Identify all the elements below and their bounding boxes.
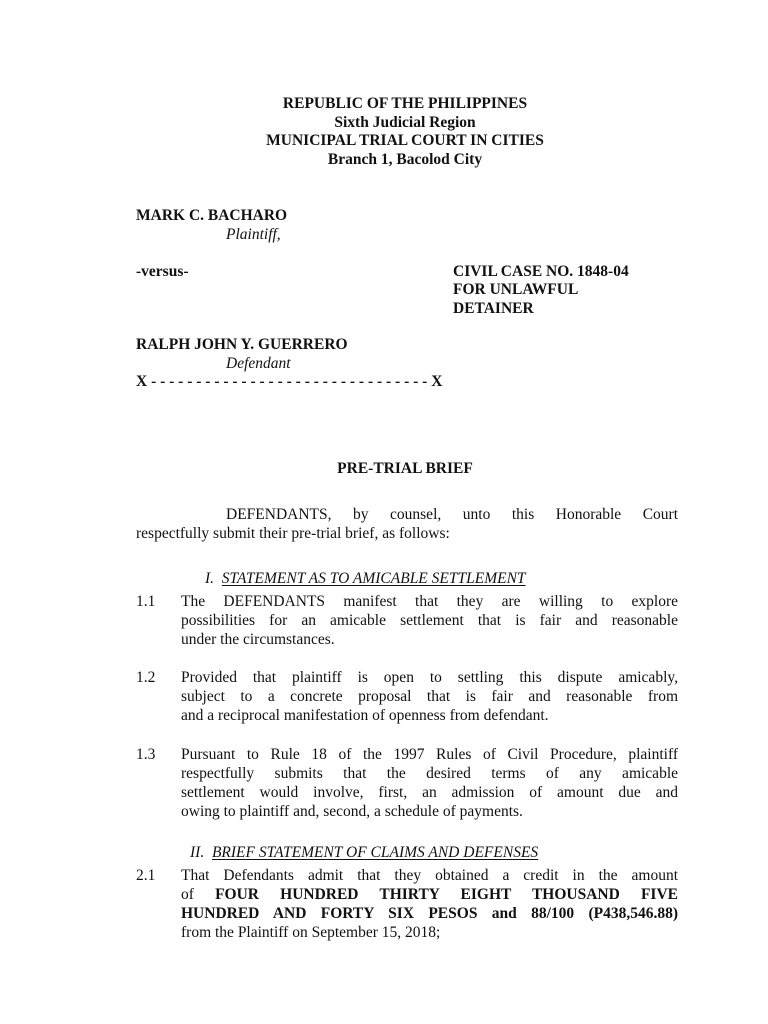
item-paragraph-1-3: [181, 745, 678, 821]
header-republic: REPUBLIC OF THE PHILIPPINES: [282, 95, 528, 112]
plaintiff-name: MARK C. BACHARO: [136, 207, 288, 224]
item-number: 2.1: [136, 867, 156, 884]
item-line: Provided that plaintiff is open to settling this dispute amicably,: [181, 669, 678, 686]
defendant-role: Defendant: [226, 355, 291, 372]
item-line: The DEFENDANTS manifest that they are willing to explore: [181, 593, 678, 610]
item-line: under the circumstances.: [181, 631, 335, 648]
intro-line-2: respectfully submit their pre-trial brief, as follows:: [136, 525, 450, 542]
amount-prefix: of: [181, 886, 216, 903]
item-line: from the Plaintiff on September 15, 2018;: [181, 924, 441, 941]
item-line: That Defendants admit that they obtained a credit in the amount: [181, 867, 678, 884]
item-line-amount-words: [181, 885, 678, 904]
item-line: possibilities for an amicable settlement that is fair and reasonable: [181, 612, 678, 629]
document-title: PRE-TRIAL BRIEF: [337, 460, 473, 477]
header-region: Sixth Judicial Region: [334, 114, 476, 131]
case-type-line1: FOR UNLAWFUL: [453, 281, 579, 298]
intro-line-1: DEFENDANTS, by counsel, unto this Honorable Court: [226, 506, 678, 523]
item-line: owing to plaintiff and, second, a schedule of payments.: [181, 803, 523, 820]
header-court: MUNICIPAL TRIAL COURT IN CITIES: [266, 132, 544, 149]
section-2-numeral: II.: [190, 844, 205, 861]
case-type-line2: DETAINER: [453, 300, 534, 317]
case-number: CIVIL CASE NO. 1848-04: [453, 263, 629, 280]
item-number: 1.2: [136, 669, 156, 686]
section-1-numeral: I.: [205, 570, 215, 587]
item-number: 1.3: [136, 746, 156, 763]
intro-paragraph: [226, 505, 678, 524]
header-branch: Branch 1, Bacolod City: [327, 151, 483, 168]
item-number: 1.1: [136, 593, 156, 610]
item-line: settlement would involve, first, an admission of amount due and: [181, 784, 678, 801]
section-2-title: BRIEF STATEMENT OF CLAIMS AND DEFENSES: [211, 844, 539, 861]
defendant-name: RALPH JOHN Y. GUERRERO: [136, 336, 348, 353]
item-paragraph-1-2: [181, 668, 678, 725]
versus-label: -versus-: [136, 263, 189, 280]
section-1-heading: [205, 569, 526, 588]
item-paragraph-2-1: [181, 866, 678, 942]
section-2-heading: [190, 843, 538, 862]
amount-words-1: FOUR HUNDRED THIRTY EIGHT THOUSAND FIVE: [215, 886, 678, 903]
plaintiff-role: Plaintiff,: [226, 226, 281, 243]
item-line: Pursuant to Rule 18 of the 1997 Rules of Civil Procedure, plaintiff: [181, 746, 678, 763]
item-line: subject to a concrete proposal that is fair and reasonable from: [181, 688, 678, 705]
section-1-title: STATEMENT AS TO AMICABLE SETTLEMENT: [221, 570, 526, 587]
item-paragraph-1-1: [181, 592, 678, 649]
amount-words-2: HUNDRED AND FORTY SIX PESOS and 88/100 (P438,546.88): [181, 905, 678, 922]
item-line: respectfully submits that the desired terms of any amicable: [181, 765, 678, 782]
caption-separator: X - - - - - - - - - - - - - - - - - - - - - - - - - - - - - - - X: [136, 373, 443, 390]
item-line: and a reciprocal manifestation of openness from defendant.: [181, 707, 549, 724]
